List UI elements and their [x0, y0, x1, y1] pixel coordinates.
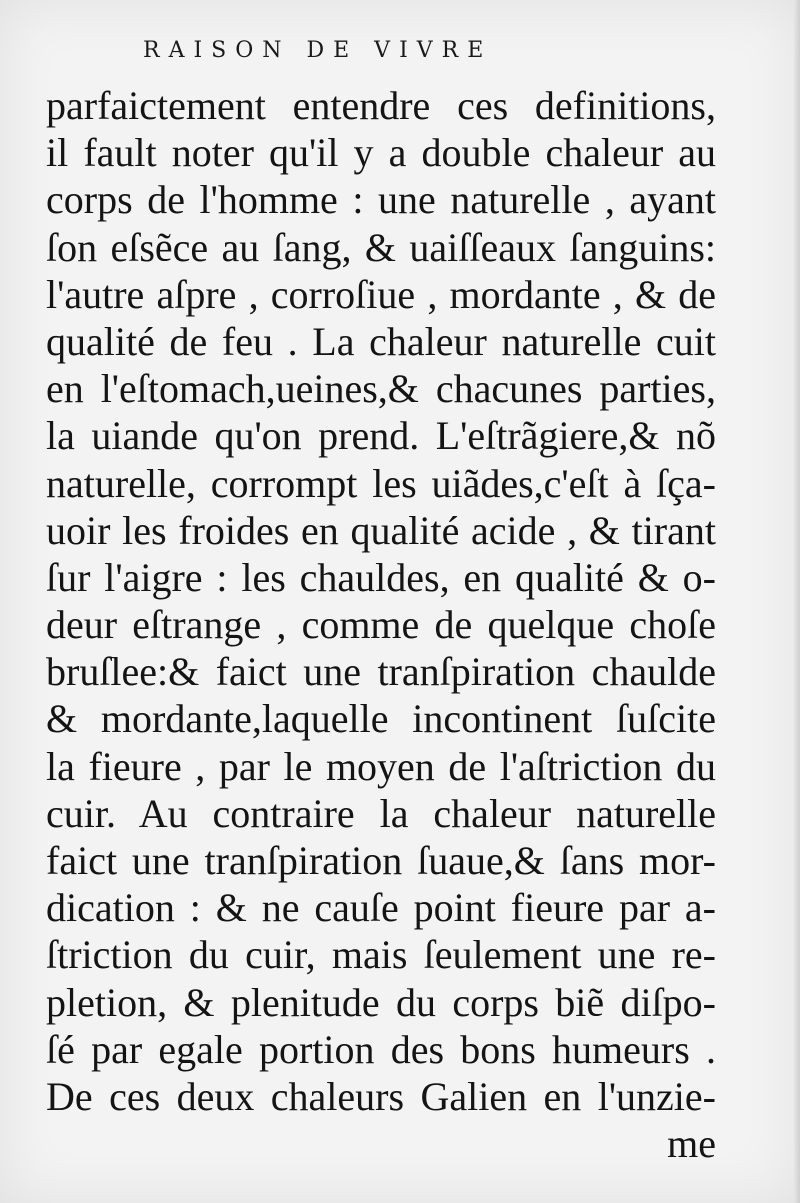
text-line: il fault noter qu'il y a double chaleur au [46, 130, 716, 176]
running-title: RAISON DE VIVRE [143, 38, 493, 63]
text-line: faict une tranſpiration ſuaue,& ſans mor- [46, 838, 716, 883]
text-line: ſé par egale portion des bons humeurs . [46, 1026, 716, 1072]
text-line: deur eſtrange , comme de quelque choſe [46, 602, 716, 648]
text-line: bruſlee:& faict une tranſpiration chaulde [46, 649, 716, 695]
body-text [46, 82, 716, 1167]
text-line: parfaictement entendre ces definitions, [46, 83, 716, 128]
text-line: la fieure , par le moyen de l'aſtriction du [46, 743, 716, 789]
text-line: naturelle, corrompt les uiãdes,c'eſt à ſça- [46, 460, 716, 506]
page-edge-shadow [794, 0, 800, 1203]
text-line: qualité de feu . La chaleur naturelle cuit [46, 318, 716, 364]
text-line: uoir les froides en qualité acide , & tirant [46, 507, 716, 553]
text-line: dication : & ne cauſe point fieure par a- [46, 885, 716, 931]
catchword: me [667, 1121, 716, 1167]
text-line: pletion, & plenitude du corps biẽ diſpo- [46, 979, 716, 1025]
text-line: l'autre aſpre , corroſiue , mordante , & de [46, 271, 716, 317]
text-line: en l'eſtomach,ueines,& chacunes parties, [46, 366, 716, 412]
text-line: De ces deux chaleurs Galien en l'unzie- [46, 1073, 716, 1119]
text-line: corps de l'homme : une naturelle , ayant [46, 177, 716, 223]
text-line: & mordante,laquelle incontinent ſuſcite [46, 696, 716, 742]
text-line: la uiande qu'on prend. L'eſtrãgiere,& nõ [46, 413, 716, 459]
text-line: ſon eſsẽce au ſang, & uaiſſeaux ſanguins: [46, 224, 716, 270]
text-line: ſtriction du cuir, mais ſeulement une re- [46, 932, 716, 978]
text-line: cuir. Au contraire la chaleur naturelle [46, 790, 716, 836]
text-line: ſur l'aigre : les chauldes, en qualité & o- [46, 554, 716, 600]
